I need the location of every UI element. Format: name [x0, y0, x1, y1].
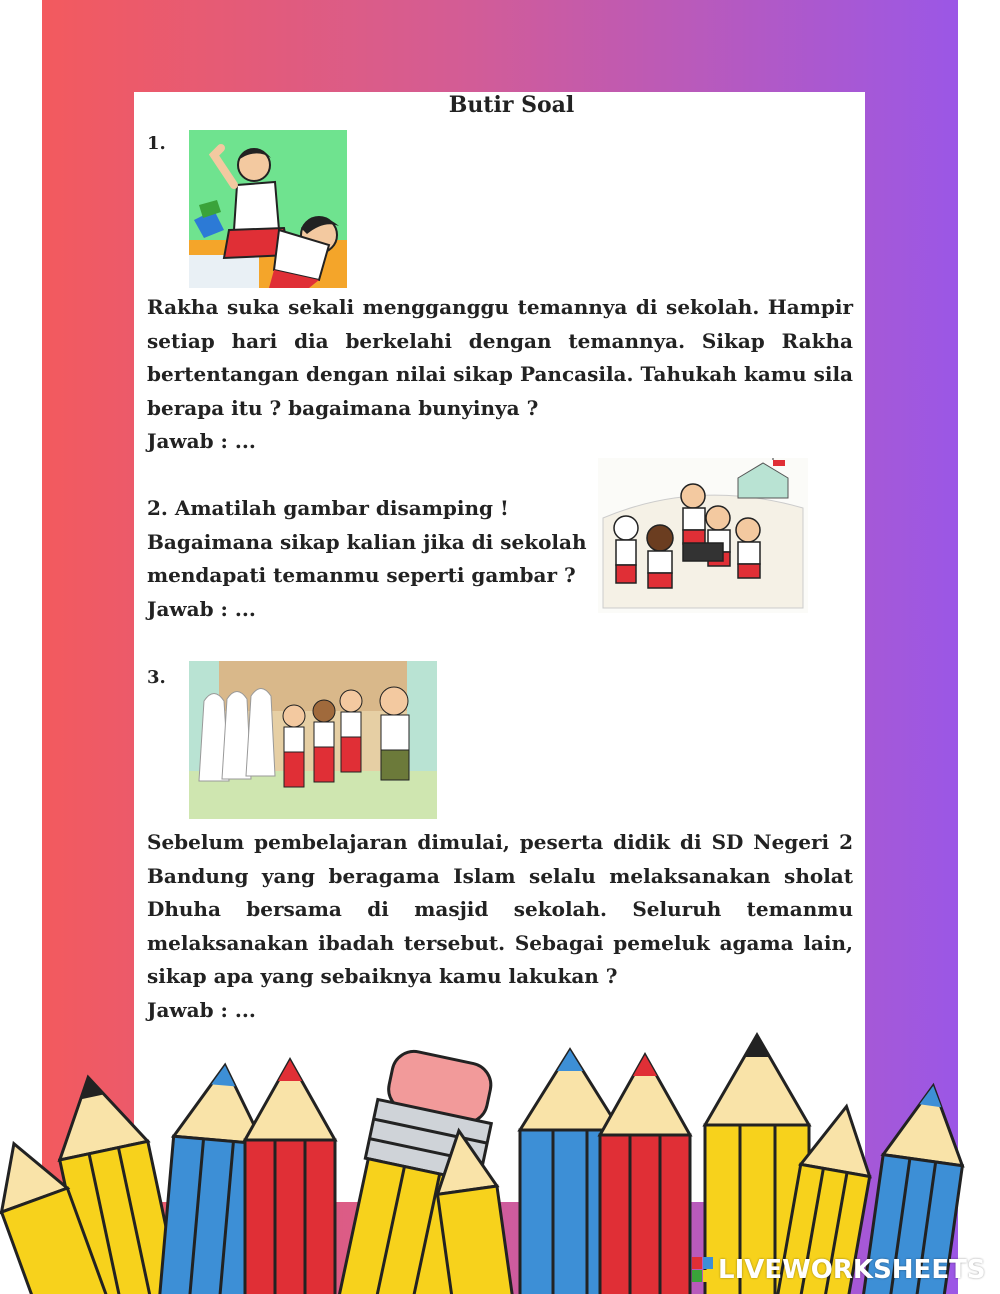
q1-line: Rakha suka sekali mengganggu temannya di sekolah. Hampir [147, 295, 853, 319]
q1-line: setiap hari dia berkelahi dengan temannya. Sikap Rakha [147, 328, 853, 353]
q1-line: berapa itu ? bagaimana bunyinya ? [147, 395, 539, 420]
watermark-text: LIVEWORKSHEETS [718, 1255, 986, 1285]
q3-line: sikap apa yang sebaiknya kamu lakukan ? [147, 964, 618, 988]
q1-fighting-children-image [189, 130, 347, 288]
q3-prayer-students-image [189, 661, 437, 819]
pencil-icon [245, 1060, 335, 1294]
q3-line: Dhuha bersama di masjid sekolah. Seluruh temanmu [147, 897, 853, 921]
q1-line: bertentangan dengan nilai sikap Pancasila. Tahukah kamu sila [147, 362, 853, 386]
liveworksheets-logo-icon [692, 1257, 714, 1283]
q1-number: 1. [147, 133, 166, 154]
q2-question-text [147, 492, 587, 626]
q1-question-text [147, 291, 853, 459]
q2-students-fighting-image [598, 458, 808, 613]
q2-line: mendapati temanmu seperti gambar ? [147, 563, 576, 587]
q3-question-text [147, 826, 853, 1027]
q3-answer[interactable]: Jawab : ... [147, 997, 256, 1022]
liveworksheets-watermark[interactable] [692, 1255, 986, 1285]
page-title: Butir Soal [448, 92, 575, 118]
pencil-icon [600, 1055, 690, 1294]
q3-line: melaksanakan ibadah tersebut. Sebagai pemeluk agama lain, [147, 930, 853, 955]
q2-answer[interactable]: Jawab : ... [147, 596, 256, 621]
q3-number: 3. [147, 667, 166, 688]
q3-line: Sebelum pembelajaran dimulai, peserta didik di SD Negeri 2 [147, 830, 853, 854]
q2-line: 2. Amatilah gambar disamping ! [147, 496, 509, 520]
q2-line: Bagaimana sikap kalian jika di sekolah [147, 529, 587, 554]
q1-answer[interactable]: Jawab : ... [147, 429, 256, 453]
q3-line: Bandung yang beragama Islam selalu melaksanakan sholat [147, 863, 853, 888]
